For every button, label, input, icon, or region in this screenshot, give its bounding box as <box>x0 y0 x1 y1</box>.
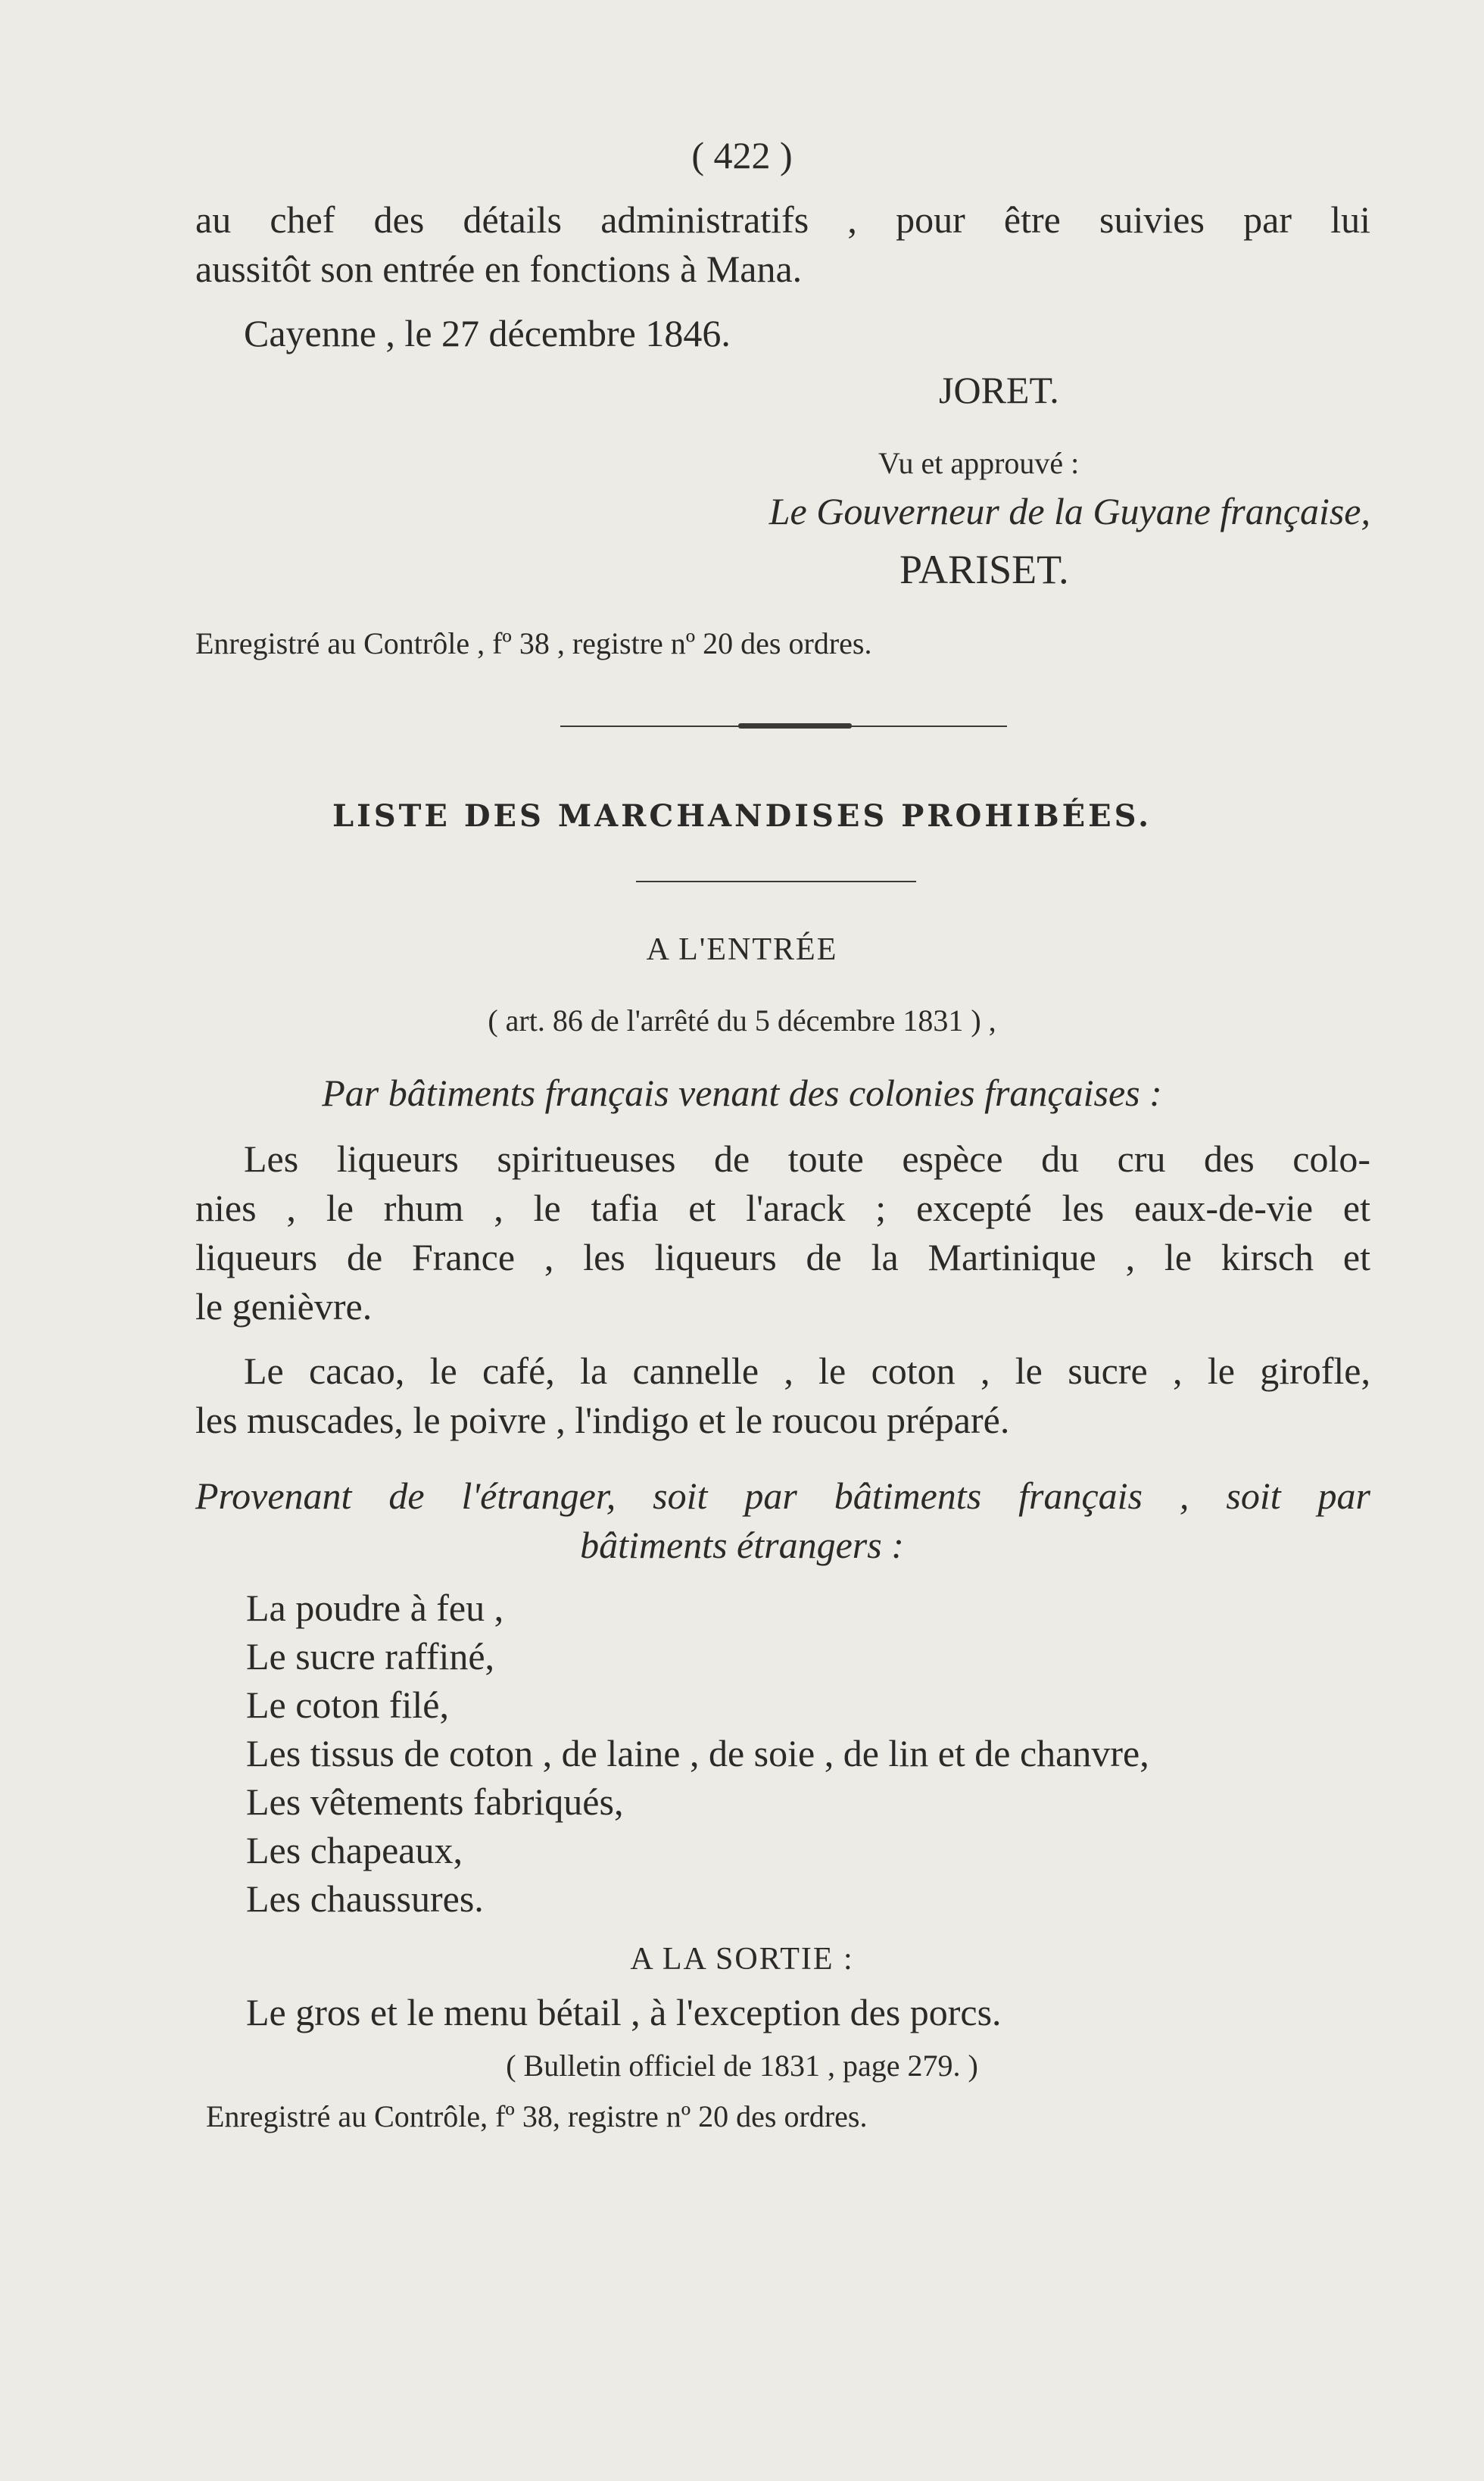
para1-line-1: Les liqueurs spiritueuses de toute espèce du cru des colo- <box>244 1138 1370 1180</box>
approval-label: Vu et approuvé : <box>878 446 1080 480</box>
para2-line-1: Le cacao, le café, la cannelle , le coton , le sucre , le girofle, <box>244 1350 1370 1392</box>
list-item: Le coton filé, <box>246 1684 449 1726</box>
entry-reference: ( art. 86 de l'arrêté du 5 décembre 1831 ) , <box>488 1003 996 1038</box>
list-item: Les chapeaux, <box>246 1829 463 1871</box>
signature: JORET. <box>939 369 1059 411</box>
approval-name: PARISET. <box>899 547 1069 592</box>
list-item: Le sucre raffiné, <box>246 1635 495 1677</box>
separator-rule-center <box>738 723 852 729</box>
subheading-french-ships: Par bâtiments français venant des colonies françaises : <box>322 1072 1162 1114</box>
entry-title: A L'ENTRÉE <box>646 932 838 967</box>
intro-line-1: au chef des détails administratifs , pour être suivies par lui <box>195 198 1370 241</box>
subheading-foreign-line-2: bâtiments étrangers : <box>580 1524 904 1566</box>
list-item: Les chaussures. <box>246 1877 484 1920</box>
intro-line-2: aussitôt son entrée en fonctions à Mana. <box>195 248 803 290</box>
para2-line-2: les muscades, le poivre , l'indigo et le roucou préparé. <box>195 1399 1010 1441</box>
date-line: Cayenne , le 27 décembre 1846. <box>244 312 731 354</box>
registration-line-2: Enregistré au Contrôle, fº 38, registre nº 20 des ordres. <box>206 2099 868 2133</box>
approval-title: Le Gouverneur de la Guyane française, <box>768 490 1370 532</box>
subheading-foreign-line-1: Provenant de l'étranger, soit par bâtiments français , soit par <box>195 1475 1370 1517</box>
page-number: ( 422 ) <box>691 134 793 176</box>
list-item: La poudre à feu , <box>246 1587 504 1629</box>
exit-reference: ( Bulletin officiel de 1831 , page 279. ) <box>506 2049 978 2083</box>
section-heading: LISTE DES MARCHANDISES PROHIBÉES. <box>332 798 1152 834</box>
para1-line-4: le genièvre. <box>195 1285 373 1328</box>
para1-line-2: nies , le rhum , le tafia et l'arack ; excepté les eaux-de-vie et <box>195 1187 1370 1229</box>
heading-underline <box>636 881 916 882</box>
list-item: Les vêtements fabriqués, <box>246 1780 624 1823</box>
para1-line-3: liqueurs de France , les liqueurs de la Martinique , le kirsch et <box>195 1236 1370 1278</box>
registration-line-1: Enregistré au Contrôle , fº 38 , registre nº 20 des ordres. <box>195 626 872 660</box>
exit-text: Le gros et le menu bétail , à l'exception des porcs. <box>246 1991 1002 2033</box>
exit-title: A LA SORTIE : <box>630 1942 854 1977</box>
list-item: Les tissus de coton , de laine , de soie , de lin et de chanvre, <box>246 1732 1149 1774</box>
